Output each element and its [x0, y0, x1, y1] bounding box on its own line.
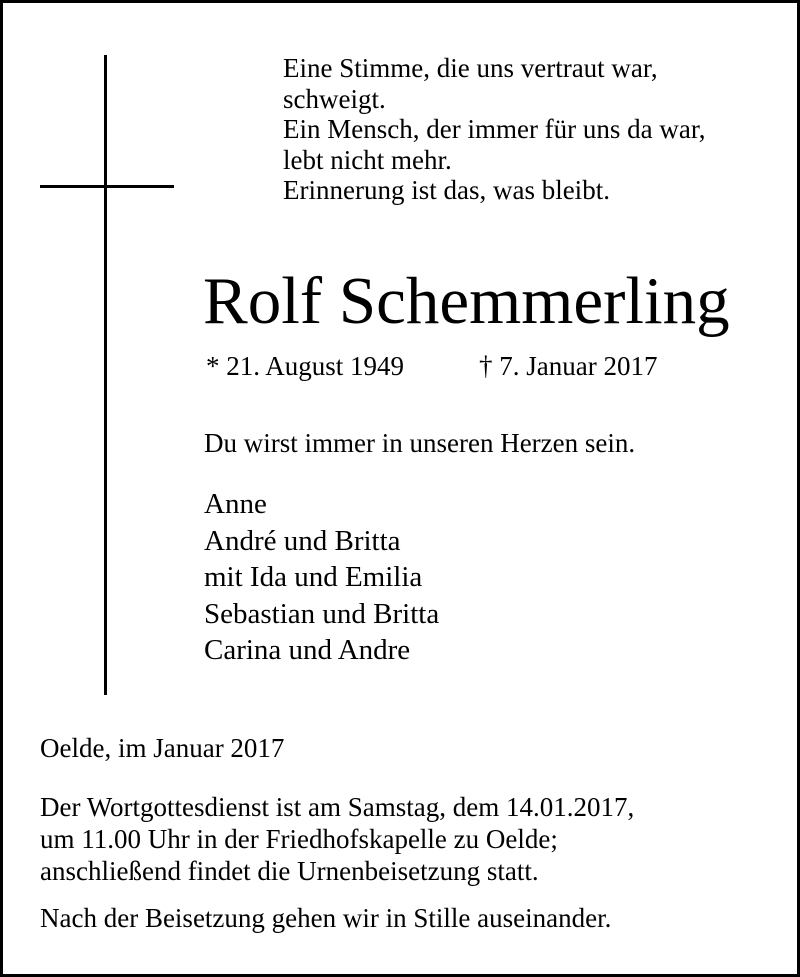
poem-line: schweigt. [283, 83, 386, 114]
poem-line: Eine Stimme, die uns vertraut war, [283, 53, 658, 83]
family-list [204, 486, 439, 669]
poem-line: Ein Mensch, der immer für uns da war, [283, 114, 706, 144]
birth-date: * 21. August 1949 [206, 351, 405, 381]
poem-line: Erinnerung ist das, was bleibt. [283, 175, 610, 205]
cross-icon-crossbar [40, 185, 174, 188]
service-line: anschließend findet die Urnenbeisetzung statt. [40, 856, 539, 886]
death-date: † 7. Januar 2017 [479, 351, 658, 381]
service-info [40, 791, 634, 887]
family-member: mit Ida und Emilia [204, 561, 423, 593]
life-dates [206, 349, 658, 383]
poem [283, 53, 706, 206]
memorial-message: Du wirst immer in unseren Herzen sein. [204, 428, 636, 458]
family-member: Anne [204, 488, 267, 520]
family-member: Sebastian und Britta [204, 597, 440, 630]
deceased-name: Rolf Schemmerling [203, 264, 730, 338]
service-line: um 11.00 Uhr in der Friedhofskapelle zu Oelde; [40, 824, 558, 854]
place-and-date: Oelde, im Januar 2017 [40, 733, 285, 763]
family-member: André und Britta [204, 524, 401, 557]
cross-icon [104, 55, 107, 695]
family-member: Carina und Andre [204, 634, 411, 666]
closing-note: Nach der Beisetzung gehen wir in Stille auseinander. [40, 903, 612, 933]
poem-line: lebt nicht mehr. [283, 144, 452, 175]
service-line: Der Wortgottesdienst ist am Samstag, dem 14.01.2017, [40, 792, 635, 822]
